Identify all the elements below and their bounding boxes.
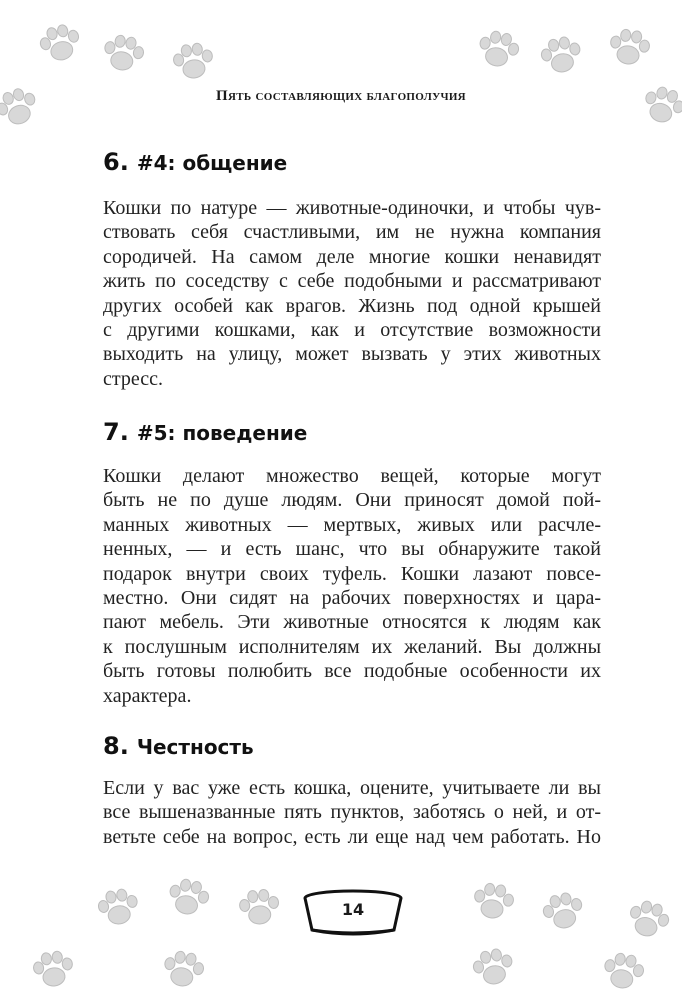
paw-print-icon bbox=[157, 946, 209, 993]
paw-print-icon bbox=[597, 948, 649, 995]
paw-print-icon bbox=[97, 30, 149, 77]
text-line: подарок внутри своих туфель. Кошки лазают повсе- bbox=[103, 562, 601, 585]
text-line: сородичей. На самом деле многие кошки ненавидят bbox=[103, 245, 601, 268]
text-line: все вышеназванные пять пунктов, заботясь о ней, и от- bbox=[103, 801, 601, 824]
paw-print-icon bbox=[467, 879, 518, 925]
section-number: 6. bbox=[103, 148, 129, 176]
text-line: других особей как врагов. Жизнь под одной крышей bbox=[103, 294, 601, 317]
paw-print-icon bbox=[33, 19, 88, 70]
paw-print-icon bbox=[161, 874, 214, 923]
section-heading bbox=[103, 418, 307, 446]
text-line: быть не по душе людям. Они приносят домой пой- bbox=[103, 489, 601, 512]
paw-print-icon bbox=[234, 886, 284, 931]
text-line: ненных, — и есть шанс, что вы обнаружите такой bbox=[103, 538, 601, 561]
section-heading bbox=[103, 732, 254, 760]
text-line: характера. bbox=[103, 684, 192, 707]
paw-print-icon bbox=[167, 39, 218, 85]
running-head: Пять составляющих благополучия bbox=[216, 88, 466, 104]
text-line: ветьте себе на вопрос, есть ли еще над чем работать. Но bbox=[103, 825, 601, 848]
text-line: Если у вас уже есть кошка, оцените, учитываете ли вы bbox=[103, 777, 601, 799]
page-number: 14 bbox=[341, 900, 365, 919]
text-line: ствовать себя счастливыми, им не нужна компания bbox=[103, 221, 601, 244]
paw-print-icon bbox=[536, 887, 590, 937]
text-line: к послушным исполнителям их желаний. Вы должны bbox=[103, 635, 601, 658]
text-line: пают мебель. Эти животные относятся к людям как bbox=[103, 611, 601, 634]
section-title: Честность bbox=[136, 735, 254, 759]
paw-print-icon bbox=[27, 947, 78, 993]
text-line: Кошки делают множество вещей, которые могут bbox=[103, 465, 601, 487]
text-line: стресс. bbox=[103, 367, 163, 390]
text-line: манных животных — мертвых, живых или расчле- bbox=[103, 513, 601, 536]
paw-print-icon bbox=[471, 26, 524, 75]
section-number: 8. bbox=[103, 732, 129, 760]
section-number: 7. bbox=[103, 418, 129, 446]
section-heading bbox=[103, 148, 287, 176]
paragraph bbox=[103, 776, 601, 849]
paw-print-icon bbox=[92, 884, 144, 931]
paragraph bbox=[103, 196, 601, 391]
section-title: #4: общение bbox=[136, 151, 288, 175]
section-title: #5: поведение bbox=[136, 421, 308, 445]
paw-print-icon bbox=[534, 32, 587, 81]
text-line: жить по соседству с себе подобными и рассматривают bbox=[103, 270, 601, 293]
text-line: выходить на улицу, может вызвать у этих животных bbox=[103, 343, 601, 366]
text-line: быть готовы полюбить все подобные особенности их bbox=[103, 660, 601, 683]
text-line: с другими кошками, как и отсутствие возможности bbox=[103, 319, 601, 342]
paw-print-icon bbox=[466, 944, 519, 993]
text-line: Кошки по натуре — животные-одиночки, и чтобы чув- bbox=[103, 197, 601, 219]
paw-print-icon bbox=[603, 25, 654, 71]
paw-print-icon bbox=[620, 894, 675, 945]
paragraph bbox=[103, 464, 601, 708]
text-line: местно. Они сидят на рабочих поверхностях и цара- bbox=[103, 587, 601, 610]
